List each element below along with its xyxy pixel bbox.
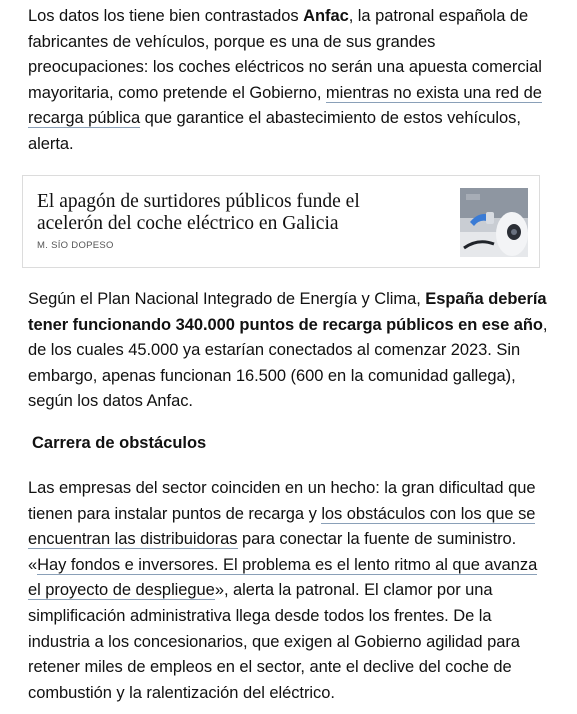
paragraph-text: para conectar la fuente de suministro. « [28, 530, 517, 574]
paragraph-text: Según el Plan Nacional Integrado de Energía y Clima, [28, 290, 426, 308]
related-article-card[interactable] [22, 175, 540, 268]
related-article-title[interactable]: El apagón de surtidores públicos funde el acelerón del coche eléctrico en Galicia [37, 191, 360, 234]
paragraph-empresas [28, 476, 548, 706]
thumbnail-graphic [460, 188, 528, 257]
link-fondos-inversores[interactable]: Hay fondos e inversores. El problema es el lento ritmo al que avanza el proyecto de despliegue [28, 555, 538, 600]
paragraph-text: », alerta la patronal. El clamor por una simplificación administrativa llega desde todos los frentes. De la industria a los concesionarios, que exigen al Gobierno agilidad para retener miles de empleos en el sector, ante el declive del coche de combustión y la ralentización del eléctrico. [28, 581, 520, 702]
link-obstaculos[interactable]: los obstáculos con los que se encuentran las distribuidoras [28, 504, 536, 549]
related-article-author: M. SÍO DOPESO [37, 240, 114, 251]
paragraph-plan-nacional [28, 287, 548, 415]
link-red-recarga[interactable]: mientras no exista una red de recarga pública [28, 83, 542, 128]
paragraph-text: , la patronal española de fabricantes de vehículos, porque es una de sus grandes preocupaciones: los coches eléctricos no serán una apuesta comercial mayoritaria, como pretende el Gobierno, [28, 7, 542, 102]
paragraph-text: Las empresas del sector coinciden en un hecho: la gran dificultad que tienen para instalar puntos de recarga y [28, 479, 536, 523]
section-subheading: Carrera de obstáculos [32, 434, 207, 452]
paragraph-text: que garantice el abastecimiento de estos vehículos, alerta. [28, 109, 521, 153]
paragraph-text: Los datos los tiene bien contrastados [28, 7, 304, 25]
bold-espana-340000: España debería tener funcionando 340.000 puntos de recarga públicos en ese año [28, 290, 547, 334]
ev-charging-photo-icon[interactable] [460, 188, 528, 257]
paragraph-anfac [28, 4, 548, 158]
bold-anfac: Anfac [303, 7, 349, 25]
paragraph-text: , de los cuales 45.000 ya estarían conectados al comenzar 2023. Sin embargo, apenas funcionan 16.500 (600 en la comunidad gallega), según los datos Anfac. [28, 315, 548, 411]
